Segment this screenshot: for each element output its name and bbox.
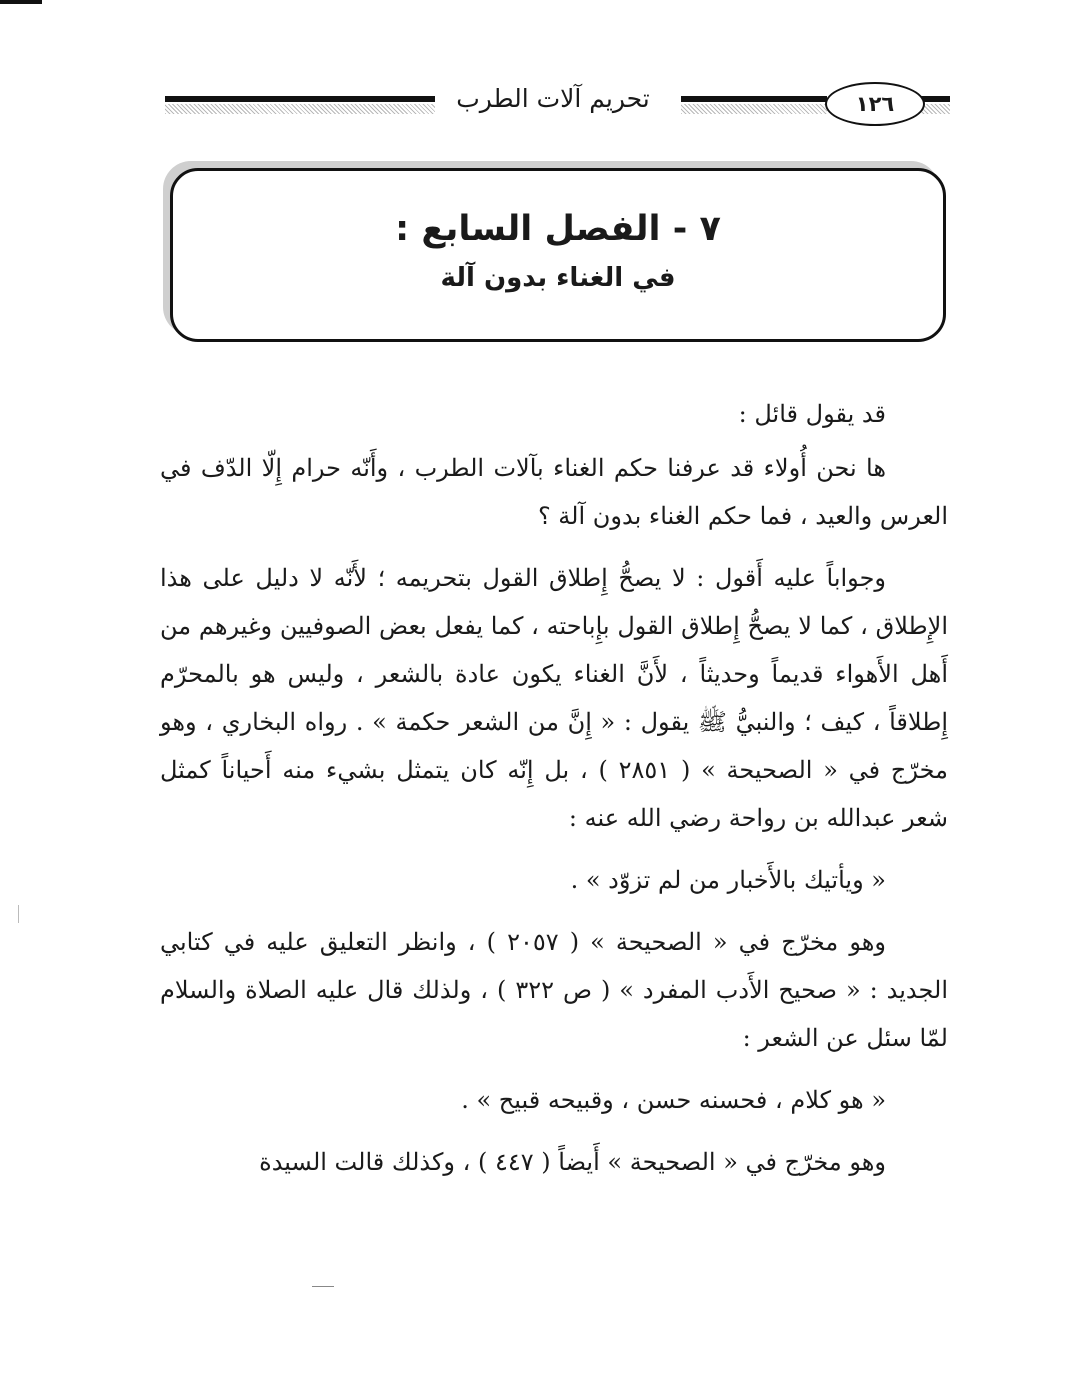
chapter-subtitle: في الغناء بدون آلة — [440, 263, 676, 293]
running-title: تحريم آلات الطرب — [456, 84, 650, 113]
page-number: ١٢٦ — [825, 82, 925, 126]
margin-scan-mark — [18, 905, 19, 923]
chapter-heading-box — [170, 168, 946, 342]
paragraph-question: ها نحن أُولاء قد عرفنا حكم الغناء بآلات الطرب ، وأَنّه حرام إِلّا الدّف في العرس والعيد ، فما حكم الغناء بدون آلة ؟ — [160, 454, 948, 530]
paragraph-intro: قد يقول قائل : — [738, 400, 886, 428]
body-text — [160, 390, 948, 1200]
paragraph-continuation: وهو مخرّج في « الصحيحة » أَيضاً ( ٤٤٧ ) ، وكذلك قالت السيدة — [259, 1148, 886, 1176]
header-hatch-middle — [681, 104, 827, 114]
header-rule-middle — [681, 96, 827, 102]
running-header — [165, 78, 950, 128]
scan-corner-mark — [0, 0, 42, 4]
header-rule-left — [165, 96, 435, 102]
paragraph-answer: وجواباً عليه أَقول : لا يصحُّ إِطلاق القول بتحريمه ؛ لأَنّه لا دليل على هذا الإِطلاق ، كما لا يصحُّ إِطلاق القول بإِباحته ، كما يفعل بعض الصوفيين وغيرهم من أَهل الأَهواء قديماً وحديثاً ، لأَنَّ الغناء يكون عادة بالشعر ، وليس هو بالمحرّم إِطلاقاً ، كيف ؛ والنبيُّ ﷺ يقول : « إِنَّ من الشعر حكمة » . رواه البخاري ، وهو مخرّج في « الصحيحة » ( ٢٨٥١ ) ، بل إِنّه كان يتمثل بشيء منه أَحياناً كمثل شعر عبدالله بن رواحة رضي الله عنه : — [160, 564, 948, 832]
quote-hadith: « هو كلام ، فحسنه حسن ، وقبيحه قبيح » . — [461, 1086, 886, 1114]
underline-scan-mark — [312, 1286, 334, 1287]
paragraph-reference: وهو مخرّج في « الصحيحة » ( ٢٠٥٧ ) ، وانظر التعليق عليه في كتابي الجديد : « صحيح الأَدب المفرد » ( ص ٣٢٢ ) ، ولذلك قال عليه الصلاة والسلام لمّا سئل عن الشعر : — [160, 928, 948, 1052]
header-hatch-left — [165, 104, 435, 114]
chapter-title: ٧ - الفصل السابع : — [395, 209, 721, 249]
quote-verse: « ويأتيك بالأَخبار من لم تزوّد » . — [570, 866, 886, 894]
